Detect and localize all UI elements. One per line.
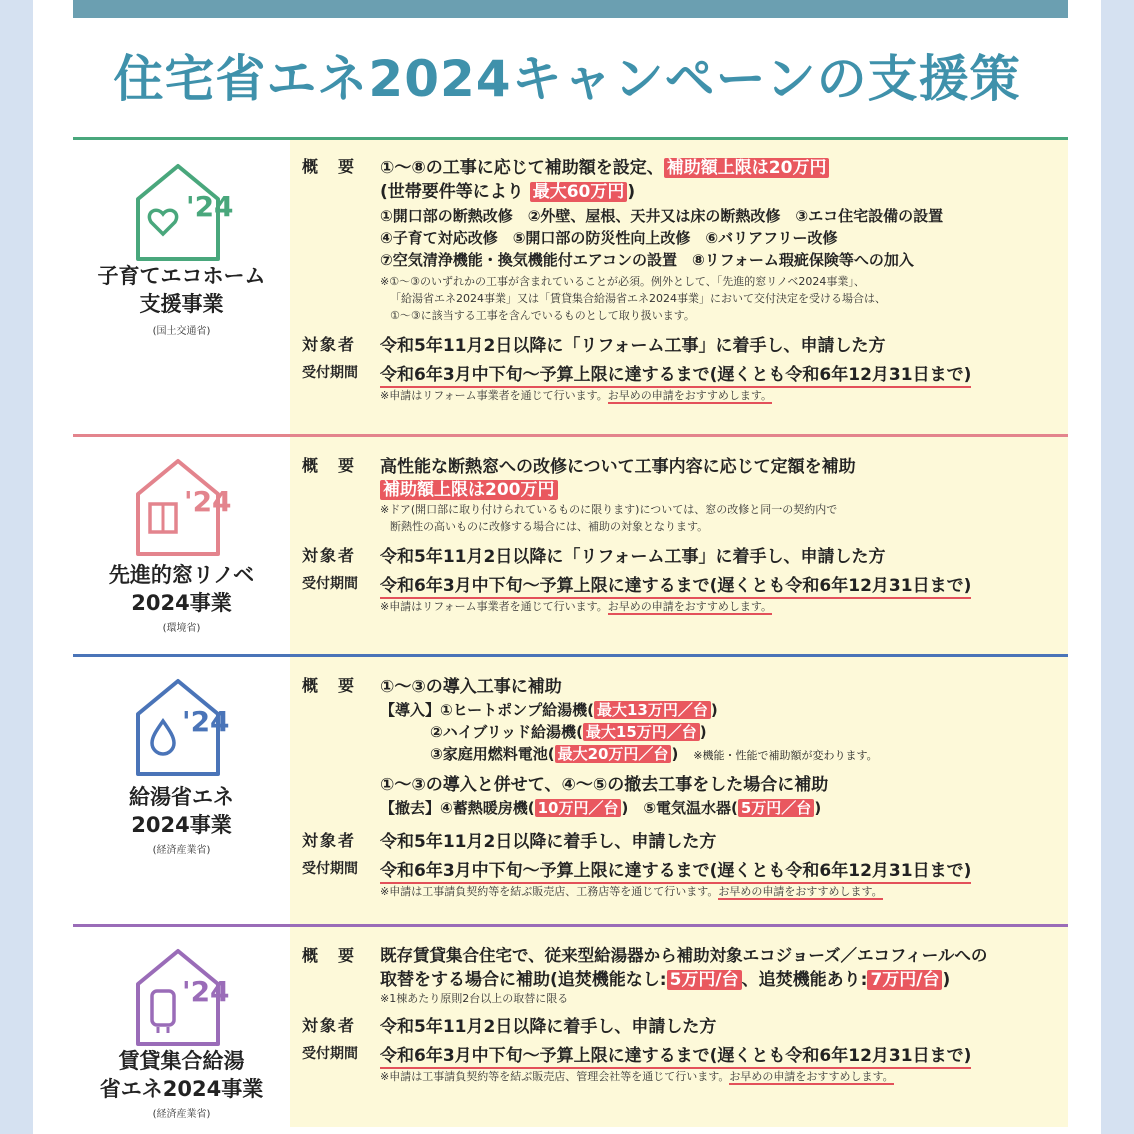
overview-text: 既存賃貸集合住宅で、従来型給湯器から補助対象エコジョーズ／エコフィールへの bbox=[380, 946, 988, 965]
period-note: ※申請はリフォーム事業者を通じて行います。お早めの申請をおすすめします。 bbox=[380, 389, 773, 402]
logo-text: '24 bbox=[182, 975, 230, 1008]
ministry-label: (経済産業省) bbox=[152, 1109, 211, 1120]
target-text: 令和5年11月2日以降に着手し、申請した方 bbox=[380, 832, 717, 852]
period-note: ※申請はリフォーム事業者を通じて行います。お早めの申請をおすすめします。 bbox=[380, 600, 773, 613]
note-line: 断熱性の高いものに改修する場合には、補助の対象となります。 bbox=[390, 520, 709, 533]
overview-text: 高性能な断熱窓への改修について工事内容に応じて定額を補助 bbox=[380, 457, 856, 477]
ministry-label: (環境省) bbox=[162, 623, 201, 634]
amount-badge: 7万円/台 bbox=[867, 970, 942, 990]
overview-label: 概 要 bbox=[302, 456, 357, 475]
period-text: 令和6年3月中下旬〜予算上限に達するまで(遅くとも令和6年12月31日まで) bbox=[380, 1041, 971, 1066]
program-section-chintai bbox=[73, 924, 1068, 1127]
work-item-line: ④子育て対応改修 ⑤開口部の防災性向上改修 ⑥バリアフリー改修 bbox=[380, 229, 838, 247]
intro-row: ②ハイブリッド給湯機( 最大15万円／台 ) bbox=[430, 723, 707, 741]
intro-row: 【導入】①ヒートポンプ給湯機( 最大13万円／台 ) bbox=[380, 701, 718, 719]
period-label: 受付期間 bbox=[302, 1046, 358, 1062]
amount-badge: 補助額上限は20万円 bbox=[664, 158, 830, 178]
target-label: 対象者 bbox=[302, 831, 357, 850]
program-section-kosodate bbox=[73, 137, 1068, 437]
note-line: ※①〜③のいずれかの工事が含まれていることが必須。例外として、「先進的窓リノベ2024事業」、 bbox=[380, 275, 865, 288]
period-text: 令和6年3月中下旬〜予算上限に達するまで(遅くとも令和6年12月31日まで) bbox=[380, 360, 971, 385]
program-name: 賃貸集合給湯 省エネ2024事業 bbox=[99, 1049, 264, 1101]
target-text: 令和5年11月2日以降に「リフォーム工事」に着手し、申請した方 bbox=[380, 547, 886, 567]
program-details bbox=[290, 140, 1068, 437]
house-window-icon bbox=[128, 449, 238, 559]
target-text: 令和5年11月2日以降に着手し、申請した方 bbox=[380, 1017, 717, 1037]
note-line: ※1棟あたり原則2台以上の取替に限る bbox=[380, 992, 569, 1005]
program-section-mado bbox=[73, 434, 1068, 657]
house-heart-icon bbox=[128, 154, 238, 264]
overview-text: ①〜③の導入工事に補助 bbox=[380, 677, 562, 697]
work-item-line: ①開口部の断熱改修 ②外壁、屋根、天井又は床の断熱改修 ③エコ住宅設備の設置 bbox=[380, 207, 944, 225]
target-label: 対象者 bbox=[302, 335, 357, 354]
program-name: 給湯省エネ 2024事業 bbox=[129, 785, 234, 837]
period-text: 令和6年3月中下旬〜予算上限に達するまで(遅くとも令和6年12月31日まで) bbox=[380, 571, 971, 596]
amount-badge: 10万円／台 bbox=[535, 799, 622, 817]
overview-text-2 bbox=[380, 475, 558, 500]
program-details bbox=[290, 437, 1068, 657]
period-label: 受付期間 bbox=[302, 861, 358, 877]
overview-label: 概 要 bbox=[302, 946, 357, 965]
period-label: 受付期間 bbox=[302, 365, 358, 381]
top-bar bbox=[73, 0, 1068, 18]
ministry-label: (国土交通省) bbox=[152, 326, 211, 337]
logo-text: '24 bbox=[182, 705, 230, 738]
ministry-label: (経済産業省) bbox=[152, 845, 211, 856]
program-name: 子育てエコホーム 支援事業 bbox=[97, 264, 266, 316]
program-sidebar bbox=[73, 927, 290, 1127]
program-name: 先進的窓リノベ 2024事業 bbox=[108, 563, 255, 615]
program-section-kyuto bbox=[73, 654, 1068, 927]
target-label: 対象者 bbox=[302, 1016, 357, 1035]
overview-text-2: 取替をする場合に補助(追焚機能なし: 5万円/台 、追焚機能あり: 7万円/台 ) bbox=[380, 970, 951, 990]
period-label: 受付期間 bbox=[302, 576, 358, 592]
work-item-line: ⑦空気清浄機能・換気機能付エアコンの設置 ⑧リフォーム瑕疵保険等への加入 bbox=[380, 251, 914, 269]
page-title: 住宅省エネ2024キャンペーンの支援策 bbox=[113, 50, 1021, 108]
house-water-drop-icon bbox=[128, 669, 238, 779]
program-details bbox=[290, 657, 1068, 927]
note-line: 「給湯省エネ2024事業」又は「賃貸集合給湯省エネ2024事業」において交付決定を受ける場合は、 bbox=[390, 292, 886, 305]
period-text: 令和6年3月中下旬〜予算上限に達するまで(遅くとも令和6年12月31日まで) bbox=[380, 856, 971, 881]
program-sidebar bbox=[73, 657, 290, 927]
amount-badge: 最大13万円／台 bbox=[594, 701, 711, 719]
overview-label: 概 要 bbox=[302, 157, 357, 176]
overview-text: ①〜⑧の工事に応じて補助額を設定、 補助額上限は20万円 bbox=[380, 153, 829, 178]
program-sidebar bbox=[73, 140, 290, 437]
amount-badge: 5万円／台 bbox=[738, 799, 814, 817]
program-sidebar bbox=[73, 437, 290, 657]
logo-text: '24 bbox=[186, 190, 234, 223]
amount-badge: 補助額上限は200万円 bbox=[380, 480, 558, 500]
removal-row: 【撤去】④蓄熱暖房機( 10万円／台 ) ⑤電気温水器( 5万円／台 ) bbox=[380, 799, 822, 817]
overview-text-2: (世帯要件等により 最大60万円 ) bbox=[380, 182, 636, 202]
intro-row: ③家庭用燃料電池( 最大20万円／台 ) ※機能・性能で補助額が変わります。 bbox=[430, 745, 878, 763]
amount-badge: 5万円/台 bbox=[667, 970, 742, 990]
house-water-heater-icon bbox=[128, 939, 238, 1049]
period-note: ※申請は工事請負契約等を結ぶ販売店、管理会社等を通じて行います。お早めの申請をおすすめします。 bbox=[380, 1070, 894, 1083]
removal-text: ①〜③の導入と併せて、④〜⑤の撤去工事をした場合に補助 bbox=[380, 775, 829, 795]
note-line: ①〜③に該当する工事を含んでいるものとして取り扱います。 bbox=[390, 309, 695, 322]
overview-label: 概 要 bbox=[302, 676, 357, 695]
logo-text: '24 bbox=[184, 485, 232, 518]
amount-badge: 最大20万円／台 bbox=[555, 745, 672, 763]
page bbox=[33, 0, 1101, 1134]
target-label: 対象者 bbox=[302, 546, 357, 565]
target-text: 令和5年11月2日以降に「リフォーム工事」に着手し、申請した方 bbox=[380, 336, 886, 356]
amount-badge: 最大15万円／台 bbox=[583, 723, 700, 741]
program-details bbox=[290, 927, 1068, 1127]
amount-badge: 最大60万円 bbox=[530, 182, 628, 202]
period-note: ※申請は工事請負契約等を結ぶ販売店、工務店等を通じて行います。お早めの申請をおすすめします。 bbox=[380, 885, 883, 898]
note-line: ※ドア(開口部に取り付けられているものに限ります)については、窓の改修と同一の契約内で bbox=[380, 503, 838, 516]
